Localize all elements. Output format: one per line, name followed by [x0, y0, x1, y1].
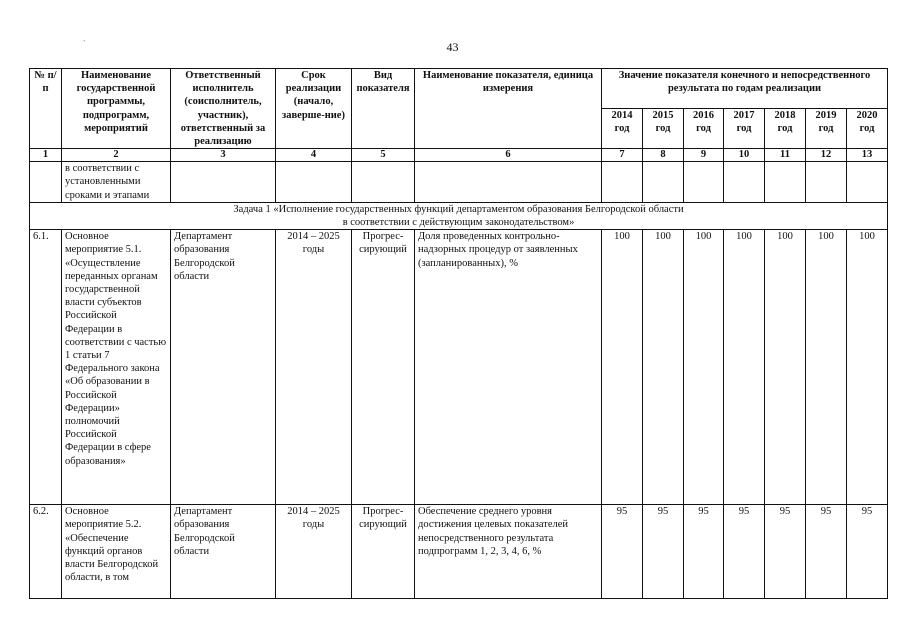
row-indicator-type: Прогрес-сирующий	[352, 230, 415, 505]
header-year: 2014 год	[602, 109, 643, 149]
table-row	[30, 505, 888, 599]
header-values-title: Значение показателя конечного и непосредственного результата по годам реализации	[602, 69, 888, 109]
header-year: 2020 год	[847, 109, 888, 149]
continuation-row	[30, 162, 888, 203]
scan-mark: `	[83, 39, 86, 48]
task-row	[30, 202, 888, 229]
row-term: 2014 – 2025 годы	[276, 505, 352, 599]
task-text-line2: в соответствии с действующим законодательством»	[342, 217, 575, 229]
row-value: 95	[806, 505, 847, 599]
header-year: 2016 год	[684, 109, 724, 149]
row-number: 6.2.	[30, 505, 62, 599]
column-number: 8	[643, 149, 684, 162]
column-number: 1	[30, 149, 62, 162]
row-value: 100	[847, 230, 888, 505]
row-indicator-name: Доля проведенных контрольно-надзорных процедур от заявленных (запланированных), %	[415, 230, 602, 505]
indicator-table	[29, 68, 888, 599]
continuation-name-cell: в соответствии с установленными сроками и этапами	[62, 162, 171, 203]
row-executor: Департамент образования Белгородской области	[171, 505, 276, 599]
row-value: 100	[765, 230, 806, 505]
column-number: 13	[847, 149, 888, 162]
column-number: 3	[171, 149, 276, 162]
row-activity-name: Основное мероприятие 5.2. «Обеспечение функций органов власти Белгородской области, в том	[62, 505, 171, 599]
header-indicator: Наименование показателя, единица измерения	[415, 69, 602, 149]
column-number: 2	[62, 149, 171, 162]
header-year: 2018 год	[765, 109, 806, 149]
row-value: 100	[724, 230, 765, 505]
row-value: 95	[724, 505, 765, 599]
row-value: 100	[643, 230, 684, 505]
column-number: 5	[352, 149, 415, 162]
column-numbers-row	[30, 149, 888, 162]
task-cell	[30, 202, 888, 229]
row-value: 100	[806, 230, 847, 505]
column-number: 10	[724, 149, 765, 162]
column-number: 11	[765, 149, 806, 162]
row-number: 6.1.	[30, 230, 62, 505]
header-term: Срок реализации (начало, заверше-ние)	[276, 69, 352, 149]
column-number: 12	[806, 149, 847, 162]
row-indicator-name: Обеспечение среднего уровня достижения целевых показателей непосредственного результата подпрограмм 1, 2, 3, 4, 6, %	[415, 505, 602, 599]
row-value: 100	[684, 230, 724, 505]
header-year: 2019 год	[806, 109, 847, 149]
column-number: 9	[684, 149, 724, 162]
row-executor: Департамент образования Белгородской области	[171, 230, 276, 505]
header-type: Вид показателя	[352, 69, 415, 149]
row-indicator-type: Прогрес-сирующий	[352, 505, 415, 599]
row-value: 95	[684, 505, 724, 599]
column-number: 7	[602, 149, 643, 162]
row-value: 95	[602, 505, 643, 599]
table-row	[30, 230, 888, 505]
row-term: 2014 – 2025 годы	[276, 230, 352, 505]
header-no: № п/п	[30, 69, 62, 149]
row-value: 95	[765, 505, 806, 599]
column-number: 6	[415, 149, 602, 162]
header-row	[30, 69, 888, 109]
header-executor: Ответственный исполнитель (соисполнитель, участник), ответственный за реализацию	[171, 69, 276, 149]
column-number: 4	[276, 149, 352, 162]
row-activity-name: Основное мероприятие 5.1. «Осуществление переданных органам государственной власти субъектов Российской Федерации в соответствии с частью 1 статьи 7 Федерального закона «Об образовании в Российской Федерации» полномочий Российской Федерации в сфере образования»	[62, 230, 171, 505]
page-number: 43	[446, 40, 459, 54]
task-text-line1: Задача 1 «Исполнение государственных функций департаментом образования Белгородской области	[233, 203, 684, 215]
row-value: 95	[643, 505, 684, 599]
header-year: 2015 год	[643, 109, 684, 149]
row-value: 95	[847, 505, 888, 599]
header-year: 2017 год	[724, 109, 765, 149]
row-value: 100	[602, 230, 643, 505]
header-name: Наименование государственной программы, подпрограмм, мероприятий	[62, 69, 171, 149]
